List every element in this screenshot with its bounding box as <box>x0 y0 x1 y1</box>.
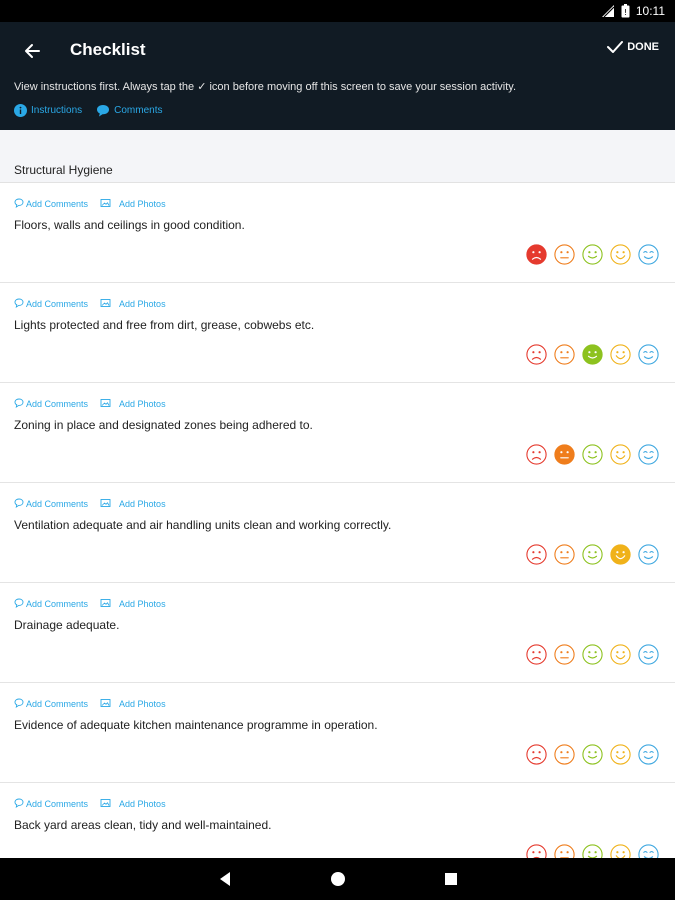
triangle-back-icon <box>217 871 233 887</box>
photo-icon <box>100 598 111 610</box>
section-header <box>0 130 675 183</box>
back-arrow-icon <box>24 43 40 59</box>
rating-excellent-icon[interactable] <box>638 844 659 858</box>
rating-very-poor-icon[interactable] <box>526 844 547 858</box>
checklist-item-text: Back yard areas clean, tidy and well-maintained. <box>14 818 272 832</box>
add-comments-label: Add Comments <box>26 499 89 509</box>
item-actions <box>14 598 166 610</box>
comment-bubble-icon <box>14 298 24 310</box>
add-comments-link[interactable] <box>14 498 88 510</box>
checklist-item-text: Lights protected and free from dirt, grease, cobwebs etc. <box>14 318 315 332</box>
comment-bubble-icon <box>14 598 24 610</box>
checklist-item <box>0 783 675 858</box>
add-comments-link[interactable] <box>14 298 88 310</box>
nav-home-button[interactable] <box>329 870 347 888</box>
comment-bubble-icon <box>14 798 24 810</box>
rating-very-poor-icon[interactable] <box>526 444 547 465</box>
rating-very-poor-icon[interactable] <box>526 244 547 265</box>
add-photos-label: Add Photos <box>119 499 166 509</box>
add-photos-label: Add Photos <box>119 599 166 609</box>
rating-very-poor-icon[interactable] <box>526 744 547 765</box>
checklist-item <box>0 183 675 283</box>
page-title: Checklist <box>70 40 146 59</box>
checklist-item-text: Floors, walls and ceilings in good condition. <box>14 218 245 232</box>
rating-good-icon[interactable] <box>582 344 603 365</box>
rating-very-good-icon[interactable] <box>610 744 631 765</box>
rating-very-good-icon[interactable] <box>610 644 631 665</box>
rating-faces <box>526 244 659 265</box>
item-actions <box>14 398 166 410</box>
speech-bubble-icon <box>96 104 110 117</box>
checklist-item <box>0 683 675 783</box>
item-actions <box>14 698 166 710</box>
rating-good-icon[interactable] <box>582 444 603 465</box>
rating-very-good-icon[interactable] <box>610 444 631 465</box>
add-photos-link[interactable] <box>100 798 166 810</box>
back-button[interactable] <box>18 37 46 65</box>
comments-label: Comments <box>114 105 163 116</box>
photo-icon <box>100 198 111 210</box>
rating-excellent-icon[interactable] <box>638 744 659 765</box>
add-comments-label: Add Comments <box>26 299 89 309</box>
rating-faces <box>526 444 659 465</box>
item-actions <box>14 198 166 210</box>
battery-icon <box>621 4 630 18</box>
done-label: DONE <box>627 41 659 53</box>
rating-poor-icon[interactable] <box>554 744 575 765</box>
checklist-item-text: Zoning in place and designated zones being adhered to. <box>14 418 313 432</box>
rating-very-poor-icon[interactable] <box>526 544 547 565</box>
status-icons <box>601 3 665 19</box>
rating-good-icon[interactable] <box>582 544 603 565</box>
add-comments-label: Add Comments <box>26 599 89 609</box>
checklist-item <box>0 383 675 483</box>
rating-poor-icon[interactable] <box>554 544 575 565</box>
rating-excellent-icon[interactable] <box>638 244 659 265</box>
nav-recents-button[interactable] <box>442 870 460 888</box>
rating-faces <box>526 644 659 665</box>
rating-excellent-icon[interactable] <box>638 544 659 565</box>
rating-faces <box>526 844 659 858</box>
instructions-label: Instructions <box>31 105 83 116</box>
app-header <box>0 22 675 130</box>
signal-icon <box>601 4 615 18</box>
photo-icon <box>100 298 111 310</box>
checklist-content[interactable] <box>0 130 675 858</box>
checklist-item <box>0 583 675 683</box>
add-photos-label: Add Photos <box>119 199 166 209</box>
add-photos-label: Add Photos <box>119 799 166 809</box>
add-comments-label: Add Comments <box>26 399 89 409</box>
add-comments-link[interactable] <box>14 598 88 610</box>
svg-text:!: ! <box>623 8 627 17</box>
status-time: 10:11 <box>635 4 665 18</box>
rating-poor-icon[interactable] <box>554 444 575 465</box>
check-icon <box>607 40 623 54</box>
item-actions <box>14 298 166 310</box>
nav-back-button[interactable] <box>216 870 234 888</box>
comment-bubble-icon <box>14 498 24 510</box>
rating-very-good-icon[interactable] <box>610 844 631 858</box>
add-comments-link[interactable] <box>14 398 88 410</box>
rating-poor-icon[interactable] <box>554 344 575 365</box>
rating-good-icon[interactable] <box>582 644 603 665</box>
add-photos-link[interactable] <box>100 598 166 610</box>
checklist-item-text: Drainage adequate. <box>14 618 120 632</box>
add-photos-label: Add Photos <box>119 399 166 409</box>
photo-icon <box>100 798 111 810</box>
instructions-note: View instructions first. Always tap the ✓ icon before moving off this screen to save your session activity. <box>14 81 516 93</box>
rating-excellent-icon[interactable] <box>638 444 659 465</box>
rating-poor-icon[interactable] <box>554 244 575 265</box>
square-recents-icon <box>443 871 459 887</box>
checklist-item <box>0 483 675 583</box>
comment-bubble-icon <box>14 198 24 210</box>
rating-good-icon[interactable] <box>582 844 603 858</box>
navigation-bar <box>0 858 675 900</box>
add-comments-label: Add Comments <box>26 799 89 809</box>
add-photos-label: Add Photos <box>119 699 166 709</box>
rating-faces <box>526 544 659 565</box>
section-title: Structural Hygiene <box>14 163 113 177</box>
checklist-item-text: Ventilation adequate and air handling units clean and working correctly. <box>14 518 392 532</box>
add-comments-label: Add Comments <box>26 199 89 209</box>
instructions-link[interactable] <box>14 104 82 117</box>
photo-icon <box>100 398 111 410</box>
rating-poor-icon[interactable] <box>554 844 575 858</box>
add-photos-label: Add Photos <box>119 299 166 309</box>
photo-icon <box>100 698 111 710</box>
comment-bubble-icon <box>14 698 24 710</box>
add-comments-label: Add Comments <box>26 699 89 709</box>
add-comments-link[interactable] <box>14 698 88 710</box>
rating-very-good-icon[interactable] <box>610 244 631 265</box>
circle-home-icon <box>330 871 346 887</box>
rating-poor-icon[interactable] <box>554 644 575 665</box>
comments-link[interactable] <box>96 104 162 117</box>
add-photos-link[interactable] <box>100 298 166 310</box>
add-photos-link[interactable] <box>100 498 166 510</box>
header-links <box>14 104 163 117</box>
checklist-item <box>0 283 675 383</box>
status-bar <box>0 0 675 22</box>
comment-bubble-icon <box>14 398 24 410</box>
rating-good-icon[interactable] <box>582 244 603 265</box>
add-comments-link[interactable] <box>14 798 88 810</box>
rating-excellent-icon[interactable] <box>638 644 659 665</box>
add-photos-link[interactable] <box>100 198 166 210</box>
rating-very-poor-icon[interactable] <box>526 344 547 365</box>
info-icon <box>14 104 27 117</box>
item-actions <box>14 798 166 810</box>
add-photos-link[interactable] <box>100 698 166 710</box>
rating-good-icon[interactable] <box>582 744 603 765</box>
add-photos-link[interactable] <box>100 398 166 410</box>
rating-very-poor-icon[interactable] <box>526 644 547 665</box>
rating-excellent-icon[interactable] <box>638 344 659 365</box>
checklist-item-text: Evidence of adequate kitchen maintenance programme in operation. <box>14 718 378 732</box>
rating-very-good-icon[interactable] <box>610 544 631 565</box>
item-actions <box>14 498 166 510</box>
add-comments-link[interactable] <box>14 198 88 210</box>
rating-faces <box>526 344 659 365</box>
photo-icon <box>100 498 111 510</box>
done-button[interactable] <box>607 40 659 54</box>
rating-very-good-icon[interactable] <box>610 344 631 365</box>
rating-faces <box>526 744 659 765</box>
